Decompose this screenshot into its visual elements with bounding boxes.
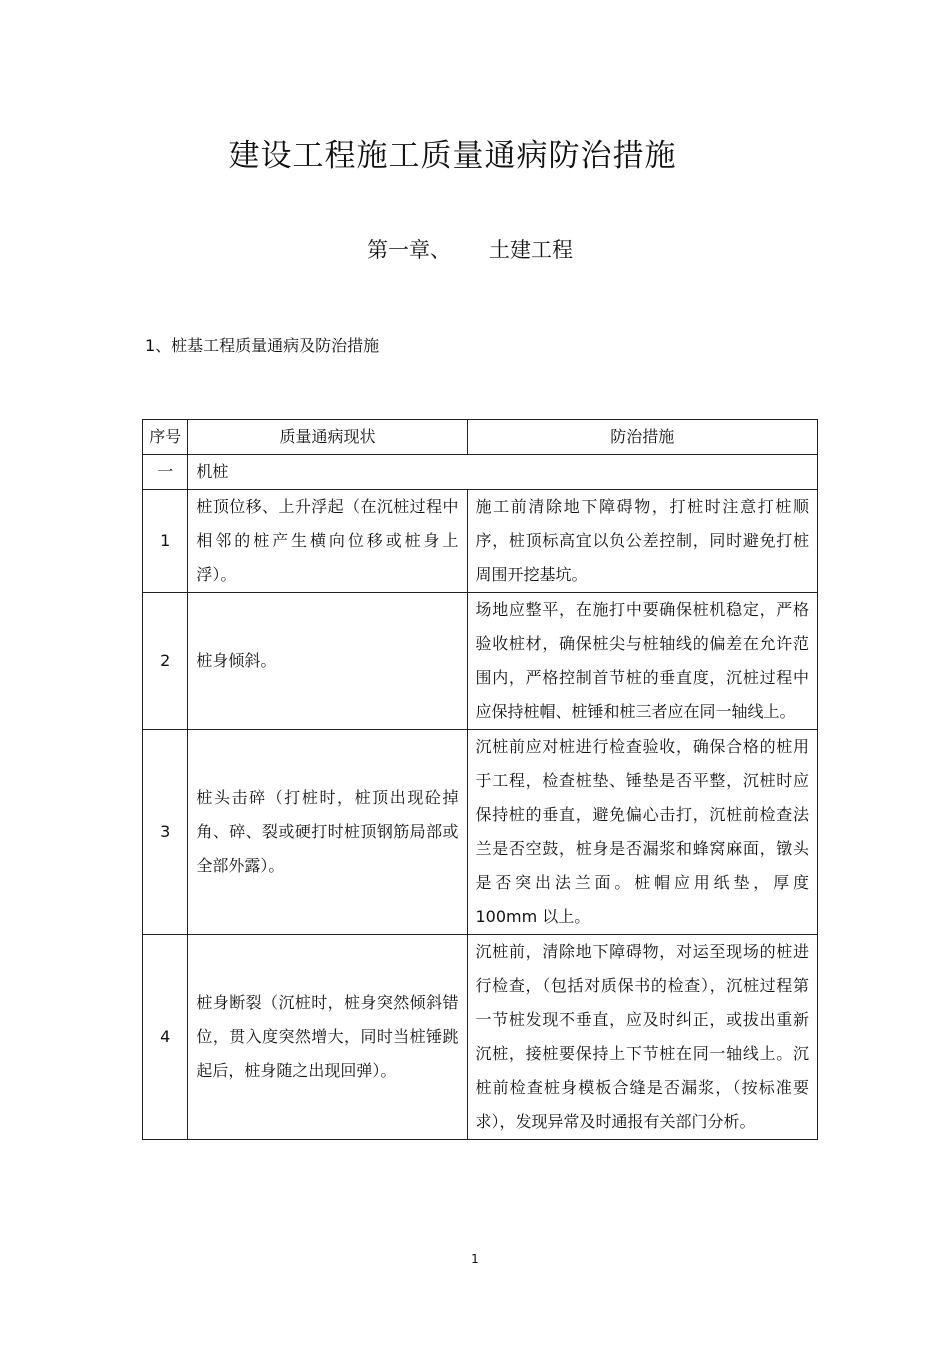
- page-number: 1: [471, 1252, 479, 1266]
- header-measure: 防治措施: [467, 420, 818, 455]
- table-row: [143, 593, 818, 730]
- table-row: [143, 730, 818, 935]
- document-title: 建设工程施工质量通病防治措施: [228, 138, 677, 174]
- row-issue: 桩顶位移、上升浮起（在沉桩过程中相邻的桩产生横向位移或桩身上浮）。: [188, 490, 467, 593]
- row-issue: 桩身倾斜。: [188, 593, 467, 730]
- category-marker: 一: [143, 455, 188, 490]
- table-row: [143, 935, 818, 1140]
- row-measure: 沉桩前应对桩进行检查验收，确保合格的桩用于工程，检查桩垫、锤垫是否平整，沉桩时应保持桩的垂直，避免偏心击打，沉桩前检查法兰是否空鼓，桩身是否漏浆和蜂窝麻面，镦头是否突出法兰面。桩帽应用纸垫，厚度 100mm 以上。: [467, 730, 818, 935]
- chapter-name: 土建工程: [489, 238, 573, 262]
- row-no: 3: [143, 730, 188, 935]
- section-heading: 1、桩基工程质量通病及防治措施: [145, 336, 380, 355]
- row-issue: 桩身断裂（沉桩时，桩身突然倾斜错位，贯入度突然增大，同时当桩锤跳起后，桩身随之出现回弹）。: [188, 935, 467, 1140]
- header-no: 序号: [143, 420, 188, 455]
- row-measure: 施工前清除地下障碍物，打桩时注意打桩顺序，桩顶标高宜以负公差控制，同时避免打桩周围开挖基坑。: [467, 490, 818, 593]
- row-no: 4: [143, 935, 188, 1140]
- table-header-row: [143, 420, 818, 455]
- row-no: 1: [143, 490, 188, 593]
- category-name: 机桩: [188, 455, 818, 490]
- row-measure: 场地应整平，在施打中要确保桩机稳定，严格验收桩材，确保桩尖与桩轴线的偏差在允许范围内，严格控制首节桩的垂直度，沉桩过程中应保持桩帽、桩锤和桩三者应在同一轴线上。: [467, 593, 818, 730]
- header-issue: 质量通病现状: [188, 420, 467, 455]
- chapter-heading: [0, 234, 940, 264]
- chapter-number: 第一章、: [367, 238, 451, 262]
- category-row: [143, 455, 818, 490]
- row-measure: 沉桩前，清除地下障碍物，对运至现场的桩进行检查，（包括对质保书的检查），沉桩过程第一节桩发现不垂直，应及时纠正，或拔出重新沉桩，接桩要保持上下节桩在同一轴线上。沉桩前检查桩身模板合缝是否漏浆，（按标准要求），发现异常及时通报有关部门分析。: [467, 935, 818, 1140]
- row-issue: 桩头击碎（打桩时，桩顶出现砼掉角、碎、裂或硬打时桩顶钢筋局部或全部外露）。: [188, 730, 467, 935]
- table-row: [143, 490, 818, 593]
- defects-table: [142, 419, 818, 1140]
- row-no: 2: [143, 593, 188, 730]
